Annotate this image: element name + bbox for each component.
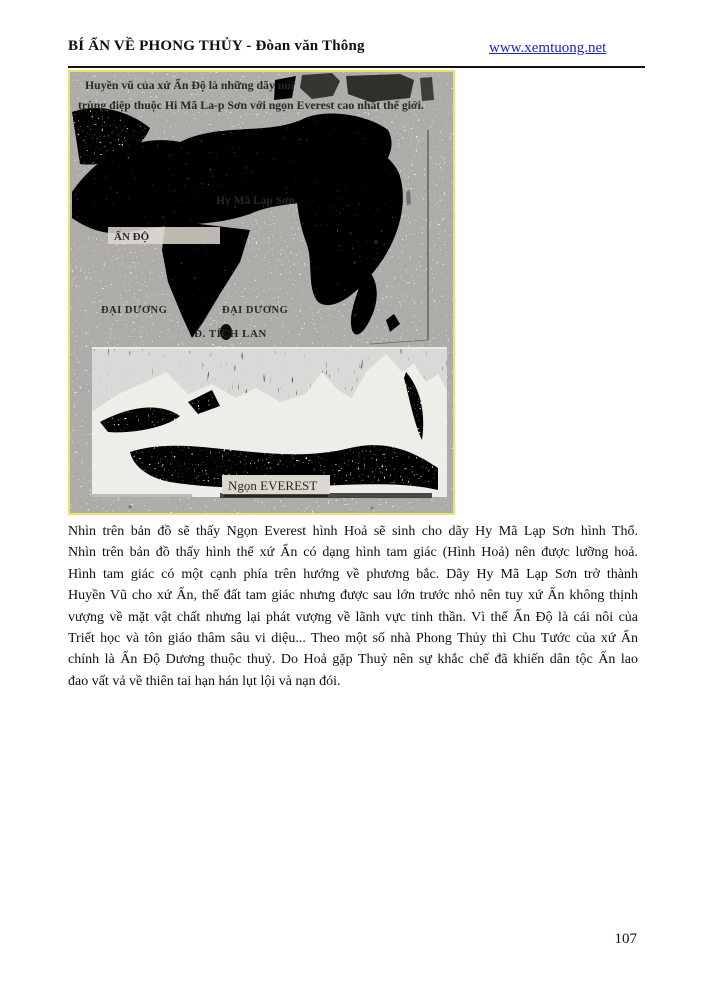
figure-caption-line1: Huyền vũ của xứ Ấn Độ là những dãy núi — [85, 78, 295, 92]
paragraph-line: Nhìn trên bản đồ thấy hình thể xứ Ấn có dạng hình tam giác (Hình Hoả) nên được lưỡng hoả. — [68, 545, 638, 561]
paragraph-line: Huyền Vũ cho xứ Ấn, thế đất tam giác nhưng được sau lớn trước nhỏ nên tuy xứ Ấn không thịnh — [68, 588, 638, 604]
paragraph-line: Triết học và tôn giáo thâm sâu vi diệu... Theo một số nhà Phong Thủy thì Chu Tước của xứ Ấn — [68, 630, 638, 646]
scanned-figure-graphic — [70, 72, 453, 513]
page-number: 107 — [614, 931, 637, 947]
paragraph-line: Hình tam giác có một cạnh phía trên hướng về phương bắc. Dãy Hy Mã Lạp Sơn trở thành — [68, 566, 638, 582]
figure-map-and-everest-photo — [68, 70, 455, 515]
figure-caption-line2: trùng điệp thuộc Hi Mã La-p Sơn với ngọn Everest cao nhất thế giới. — [78, 98, 424, 112]
paragraph-line: vượng về mặt vật chất nhưng lại phát vượng về lãnh vực tinh thần. Vì thế Ấn Độ là cái nôi của — [68, 609, 638, 625]
body-paragraph — [68, 521, 638, 692]
photo-label-everest: Ngọn EVEREST — [228, 478, 318, 493]
header-rule — [68, 66, 645, 68]
map-label-ocean-right: ĐẠI DƯƠNG — [222, 305, 289, 316]
page-header-title: BÍ ẨN VỀ PHONG THỦY - Đòan văn Thông — [68, 38, 365, 54]
map-label-ceylon: Đ. TÍCH LAN — [194, 328, 267, 340]
map-label-himalaya: Hy Mã Lạp Sơn — [216, 195, 295, 207]
map-label-india: ẤN ĐỘ — [114, 231, 150, 243]
everest-photo — [92, 347, 447, 510]
xemtuong-link[interactable]: www.xemtuong.net — [489, 40, 607, 56]
paragraph-line: Nhìn trên bản đồ sẽ thấy Ngọn Everest hình Hoả sẽ sinh cho dãy Hy Mã Lạp Sơn hình Thổ. — [68, 524, 638, 539]
paragraph-line: đao vất vả về thiên tai hạn hán lụt lội và nạn đói. — [68, 673, 341, 689]
map-label-ocean-left: ĐẠI DƯƠNG — [101, 305, 168, 316]
paragraph-line: chính là Ấn Độ Dương thuộc thuỷ. Do Hoả gặp Thuỷ nên sự khắc chế đã khiến dân tộc Ấn lao — [68, 652, 638, 668]
